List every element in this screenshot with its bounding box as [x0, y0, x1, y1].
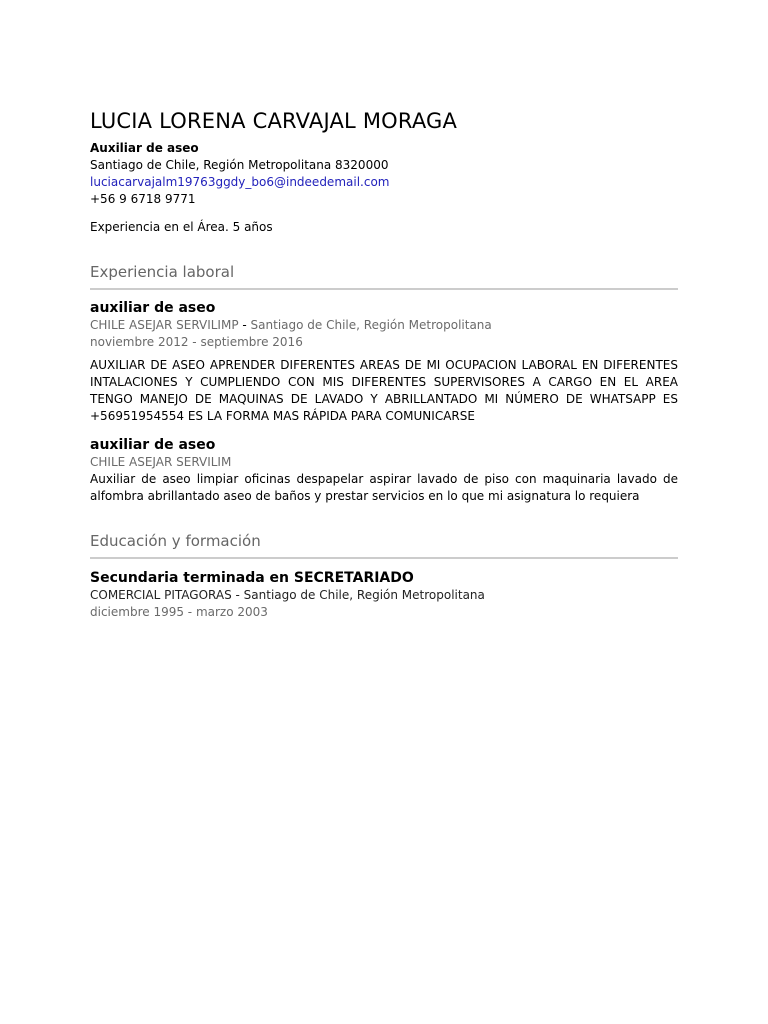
candidate-name: LUCIA LORENA CARVAJAL MORAGA [90, 109, 458, 133]
email-link[interactable]: luciacarvajalm19763ggdy_bo6@indeedemail.com [90, 175, 390, 189]
education-school: COMERCIAL PITAGORAS - Santiago de Chile, Región Metropolitana [90, 588, 485, 602]
experience-description: AUXILIAR DE ASEO APRENDER DIFERENTES AREAS DE MI OCUPACION LABORAL EN DIFERENTES INTALACIONES Y CUMPLIENDO CON MIS DIFERENTES SUPERVISORES A CARGO EN EL AREA TENGO MANEJO DE MAQUINAS DE LAVADO Y ABRILLANTADO MI NÚMERO DE WHATSAPP ES +56951954554 ES LA FORMA MAS RÁPIDA PARA COMUNICARSE [90, 358, 678, 423]
experience-summary: Experiencia en el Área. 5 años [90, 220, 273, 234]
experience-location: Santiago de Chile, Región Metropolitana [250, 318, 492, 332]
experience-company: CHILE ASEJAR SERVILIMP [90, 318, 239, 332]
experience-description: Auxiliar de aseo limpiar oficinas despapelar aspirar lavado de piso con maquinaria lavado de alfombra abrillantado aseo de baños y prestar servicios en lo que mi asignatura lo requiera [90, 472, 678, 503]
experience-separator: - [238, 318, 251, 332]
experience-company-line [90, 317, 678, 334]
section-heading-education: Educación y formación [90, 531, 678, 559]
section-heading-experience: Experiencia laboral [90, 262, 678, 290]
experience-dates: noviembre 2012 - septiembre 2016 [90, 335, 303, 349]
location: Santiago de Chile, Región Metropolitana 8320000 [90, 158, 389, 172]
education-dates: diciembre 1995 - marzo 2003 [90, 605, 268, 619]
education-degree: Secundaria terminada en SECRETARIADO [90, 570, 414, 586]
resume-content [90, 106, 678, 621]
experience-job-title: auxiliar de aseo [90, 300, 216, 316]
phone-number: +56 9 6718 9771 [90, 192, 196, 206]
experience-entry [90, 436, 678, 505]
education-entry [90, 569, 678, 621]
experience-entry [90, 299, 678, 425]
job-title: Auxiliar de aseo [90, 141, 199, 155]
experience-job-title: auxiliar de aseo [90, 437, 216, 453]
experience-company: CHILE ASEJAR SERVILIM [90, 455, 232, 469]
